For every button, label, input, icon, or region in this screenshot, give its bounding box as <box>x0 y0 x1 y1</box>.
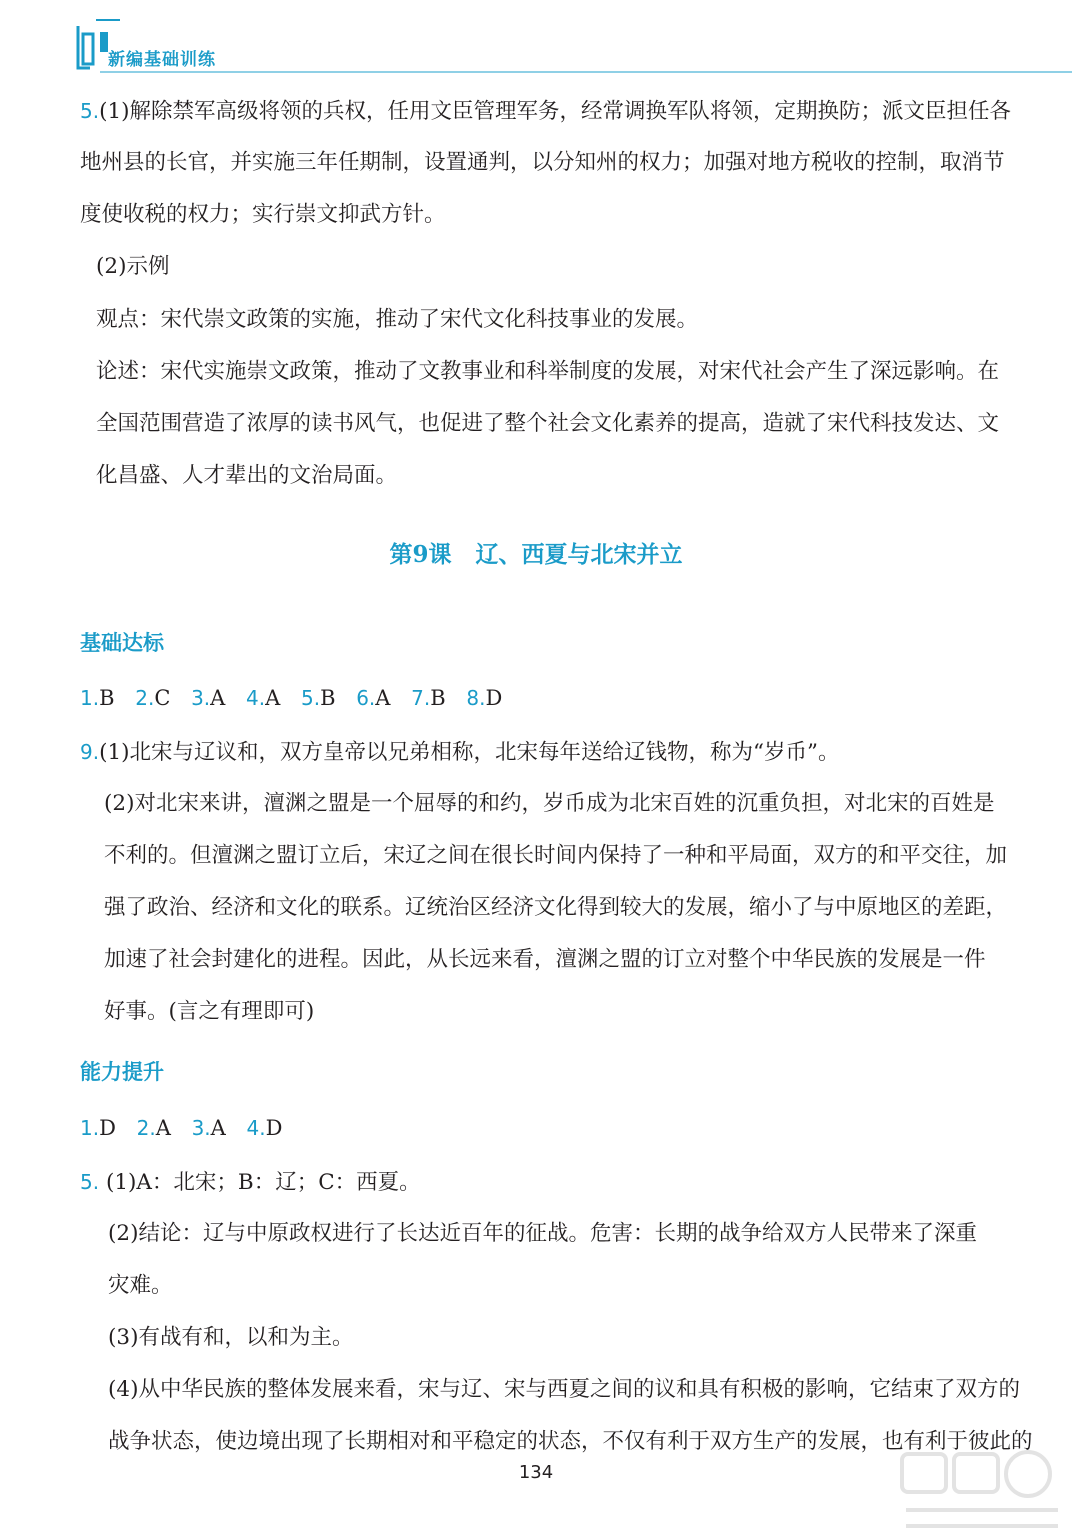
q5-line-6: 论述：宋代实施崇文政策，推动了文教事业和科举制度的发展，对宋代社会产生了深远影响。在 <box>96 359 1000 384</box>
ability-q5-number: 5. <box>80 1170 100 1194</box>
q9-line-6: 好事。(言之有理即可) <box>104 999 315 1024</box>
lesson-title: 辽、西夏与北宋并立 <box>475 541 683 568</box>
answer-item: 2.A <box>136 1116 171 1140</box>
watermark-stamp-icon <box>892 1446 1072 1536</box>
answer-item: 2.C <box>135 686 171 710</box>
q5-line-1 <box>80 96 1011 127</box>
ability-q5-line-5: (4)从中华民族的整体发展来看，宋与辽、宋与西夏之间的议和具有积极的影响，它结束了双方的 <box>108 1377 1020 1402</box>
q9-line-1: 9.(1)北宋与辽议和，双方皇帝以兄弟相称，北宋每年送给辽钱物，称为“岁币”。 <box>80 740 840 765</box>
answer-item: 7.B <box>411 686 446 710</box>
answer-item: 1.D <box>80 1116 116 1140</box>
answer-item: 1.B <box>80 686 115 710</box>
q5-line-5: 观点：宋代崇文政策的实施，推动了宋代文化科技事业的发展。 <box>96 307 699 332</box>
book-title: 新编基础训练 <box>108 50 216 70</box>
q5-text-1: (1)解除禁军高级将领的兵权，任用文臣管理军务，经常调换军队将领，定期换防；派文臣担任各 <box>99 99 1012 124</box>
basic-answers <box>80 683 516 713</box>
answer-item: 6.A <box>356 686 391 710</box>
ability-q5-line-2: (2)结论：辽与中原政权进行了长达近百年的征战。危害：长期的战争给双方人民带来了深重 <box>108 1221 977 1246</box>
ability-q5-line-3: 灾难。 <box>108 1273 173 1298</box>
answer-item: 3.A <box>191 1116 226 1140</box>
q5-line-2: 地州县的长官，并实施三年任期制，设置通判，以分知州的权力；加强对地方税收的控制，取消节 <box>80 150 1005 175</box>
answer-item: 5.B <box>300 686 336 710</box>
answer-item: 4.A <box>246 686 281 710</box>
header-divider <box>100 71 1072 73</box>
section-basic-heading: 基础达标 <box>80 631 164 655</box>
q9-line-5: 加速了社会封建化的进程。因此，从长远来看，澶渊之盟的订立对整个中华民族的发展是一件 <box>104 947 986 972</box>
answer-item: 4.D <box>246 1116 283 1140</box>
answer-item: 3.A <box>191 686 226 710</box>
page-number: 134 <box>518 1462 554 1483</box>
q5-number: 5. <box>80 99 100 123</box>
q5-line-7: 全国范围营造了浓厚的读书风气，也促进了整个社会文化素养的提高，造就了宋代科技发达、文 <box>96 411 1000 436</box>
page-header <box>0 0 1072 80</box>
q5-line-8: 化昌盛、人才辈出的文治局面。 <box>96 463 398 488</box>
q9-line-4: 强了政治、经济和文化的联系。辽统治区经济文化得到较大的发展，缩小了与中原地区的差距， <box>104 895 1008 920</box>
answer-item: 8.D <box>466 686 503 710</box>
q9-line-3: 不利的。但澶渊之盟订立后，宋辽之间在很长时间内保持了一种和平局面，双方的和平交往，加 <box>104 843 1008 868</box>
ability-q5-line-4: (3)有战有和，以和为主。 <box>108 1325 354 1350</box>
q5-line-3: 度使收税的权力；实行崇文抑武方针。 <box>80 202 446 227</box>
lesson-number: 第9课 <box>389 541 452 568</box>
lesson-heading <box>0 540 1072 570</box>
q9-line-2: (2)对北宋来讲，澶渊之盟是一个屈辱的和约，岁币成为北宋百姓的沉重负担，对北宋的百姓是 <box>104 791 995 816</box>
q9-number: 9. <box>80 740 100 764</box>
ability-answers <box>80 1113 296 1143</box>
ability-q5-line-1: 5. (1)A：北宋；B：辽；C：西夏。 <box>80 1170 421 1195</box>
q5-line-4: (2)示例 <box>96 254 170 279</box>
ability-q5-line-6: 战争状态，使边境出现了长期相对和平稳定的状态，不仅有利于双方生产的发展，也有利于彼此的 <box>108 1429 1033 1454</box>
section-ability-heading: 能力提升 <box>80 1060 164 1084</box>
